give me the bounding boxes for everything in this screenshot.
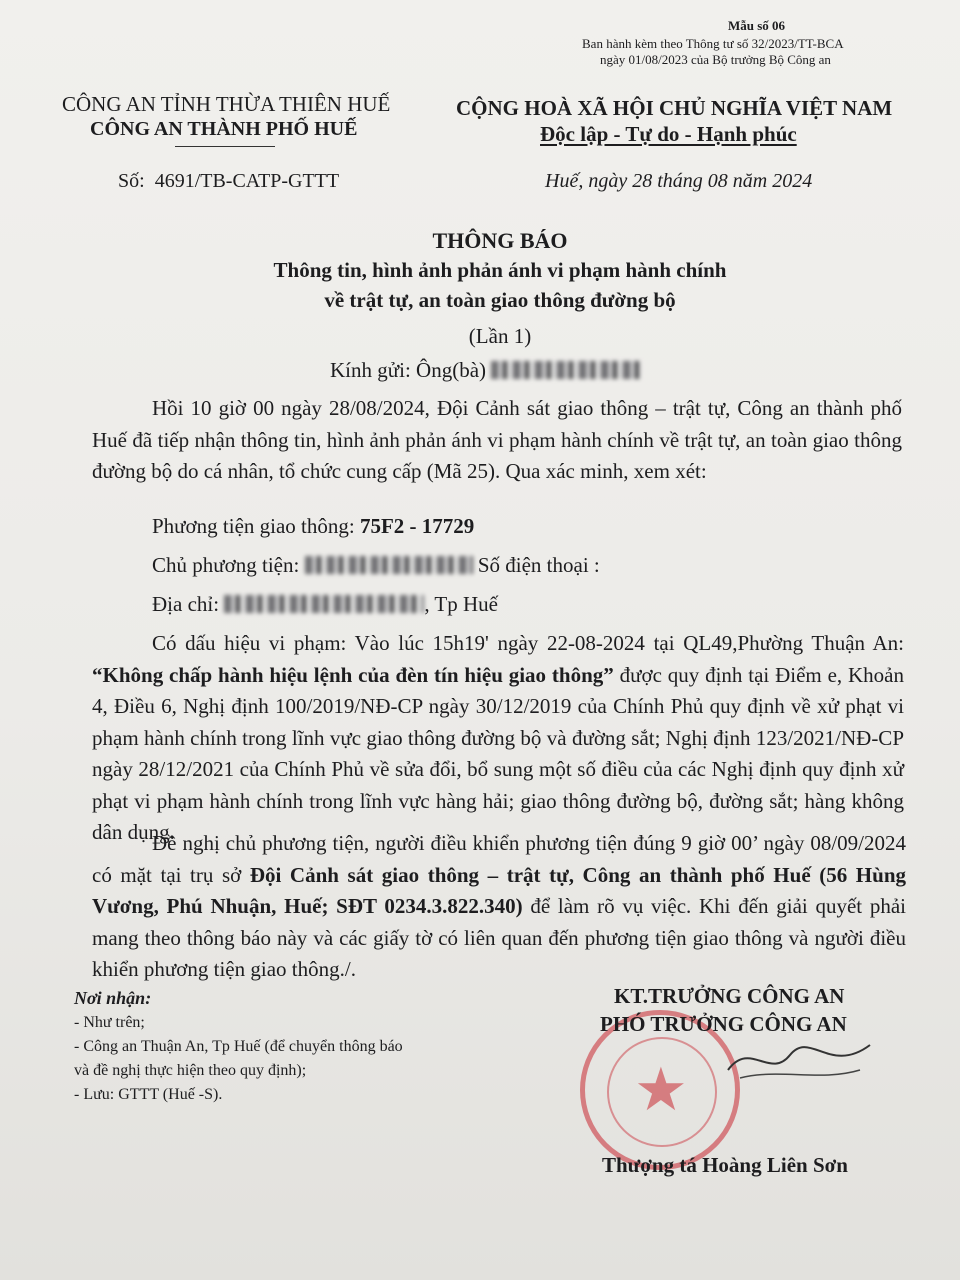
paragraph-intro: Hồi 10 giờ 00 ngày 28/08/2024, Đội Cảnh sát giao thông – trật tự, Công an thành phố Huế đã tiếp nhận thông tin, hình ảnh phản ánh vi phạm hành chính về trật tự, an toàn giao thông đường bộ do cá nhân, tổ chức cung cấp (Mã 25). Qua xác minh, xem xét: [92,396,902,483]
form-issued-by: Ban hành kèm theo Thông tư số 32/2023/TT-BCA [582,36,844,51]
recipient-item: - Như trên; [74,1014,145,1031]
paragraph-violation [92,628,904,849]
owner-line [152,553,600,578]
recipient-item: và đề nghị thực hiện theo quy định); [74,1062,307,1079]
recipients-heading: Nơi nhận: [74,988,152,1008]
doc-subtitle-2: về trật tự, an toàn giao thông đường bộ [324,288,676,312]
vehicle-line [152,514,474,539]
violation-name: “Không chấp hành hiệu lệnh của đèn tín hiệu giao thông” [92,662,614,687]
doc-title: THÔNG BÁO [432,228,568,253]
redacted-name [491,361,641,379]
nation-title: CỘNG HOÀ XÃ HỘI CHỦ NGHĨA VIỆT NAM [456,96,893,120]
owner-label: Chủ phương tiện: [152,553,300,577]
request-rest: để làm rõ vụ việc. Khi đến giải quyết phải mang theo thông báo này và các giấy tờ có liên quan đến phương tiện giao thông và người điều khiển phương tiện giao thông./. [92,894,906,981]
addressee [330,358,641,383]
address-city: , Tp Huế [424,592,498,616]
address-label: Địa chỉ: [152,592,220,616]
notice-round: (Lần 1) [468,324,532,348]
address-line [152,592,498,617]
agency-parent: CÔNG AN TỈNH THỪA THIÊN HUẾ [62,92,391,116]
violation-legal-basis: được quy định tại Điểm e, Khoản 4, Điều 6, Nghị định 100/2019/NĐ-CP ngày 30/12/2019 của Chính Phủ quy định về xử phạt vi phạm hành chính trong lĩnh vực giao thông đường bộ và đường sắt; Nghị định 123/2021/NĐ-CP ngày 28/12/2021 của Chính Phủ về sửa đổi, bổ sung một số điều của các Nghị định quy định xử phạt vi phạm hành chính trong lĩnh vực hàng hải; giao thông đường bộ, đường sắt; hàng không dân dụng. [92,662,904,844]
nation-motto: Độc lập - Tự do - Hạnh phúc [540,122,797,146]
seal-star-icon: ★ [634,1055,688,1125]
redacted-owner [305,556,473,574]
violation-intro: Có dấu hiệu vi phạm: Vào lúc 15h19' ngày 22-08-2024 tại QL49,Phường Thuận An: [152,631,904,655]
form-issued-date: ngày 01/08/2023 của Bộ trưởng Bộ Công an [600,52,831,67]
doc-subtitle-1: Thông tin, hình ảnh phản ánh vi phạm hành chính [273,258,727,282]
vehicle-label: Phương tiện giao thông: [152,514,355,538]
handwritten-signature [720,1030,880,1090]
form-number: Mẫu số 06 [728,18,786,33]
redacted-address [224,595,424,613]
recipient-item: - Lưu: GTTT (Huế -S). [74,1086,223,1103]
agency-name: CÔNG AN THÀNH PHỐ HUẾ [90,118,358,140]
vehicle-plate: 75F2 - 17729 [359,514,475,538]
request-intro: Đề nghị chủ phương tiện, người điều khiển phương tiện đúng 9 giờ 00’ ngày 08/09/2024 có mặt tại trụ sở [92,831,906,887]
doc-number [118,170,339,193]
phone-label: Số điện thoại : [477,553,600,577]
agency-underline [175,146,275,147]
signature-title-1: KT.TRƯỞNG CÔNG AN [614,984,845,1008]
request-place: Đội Cảnh sát giao thông – trật tự, Công an thành phố Huế (56 Hùng Vương, Phú Nhuận, Huế; SĐT 0234.3.822.340) [92,862,907,918]
doc-number-value: 4691/TB-CATP-GTTT [154,170,340,192]
paragraph-request [92,828,906,986]
doc-number-label: Số: [118,170,145,192]
signer-name: Thượng tá Hoàng Liên Sơn [602,1153,848,1177]
place-date: Huế, ngày 28 tháng 08 năm 2024 [545,170,813,192]
recipient-item: - Công an Thuận An, Tp Huế (để chuyển thông báo [74,1038,403,1055]
signature-title-2: PHÓ TRƯỞNG CÔNG AN [600,1012,847,1036]
addressee-label: Kính gửi: Ông(bà) [330,358,487,382]
